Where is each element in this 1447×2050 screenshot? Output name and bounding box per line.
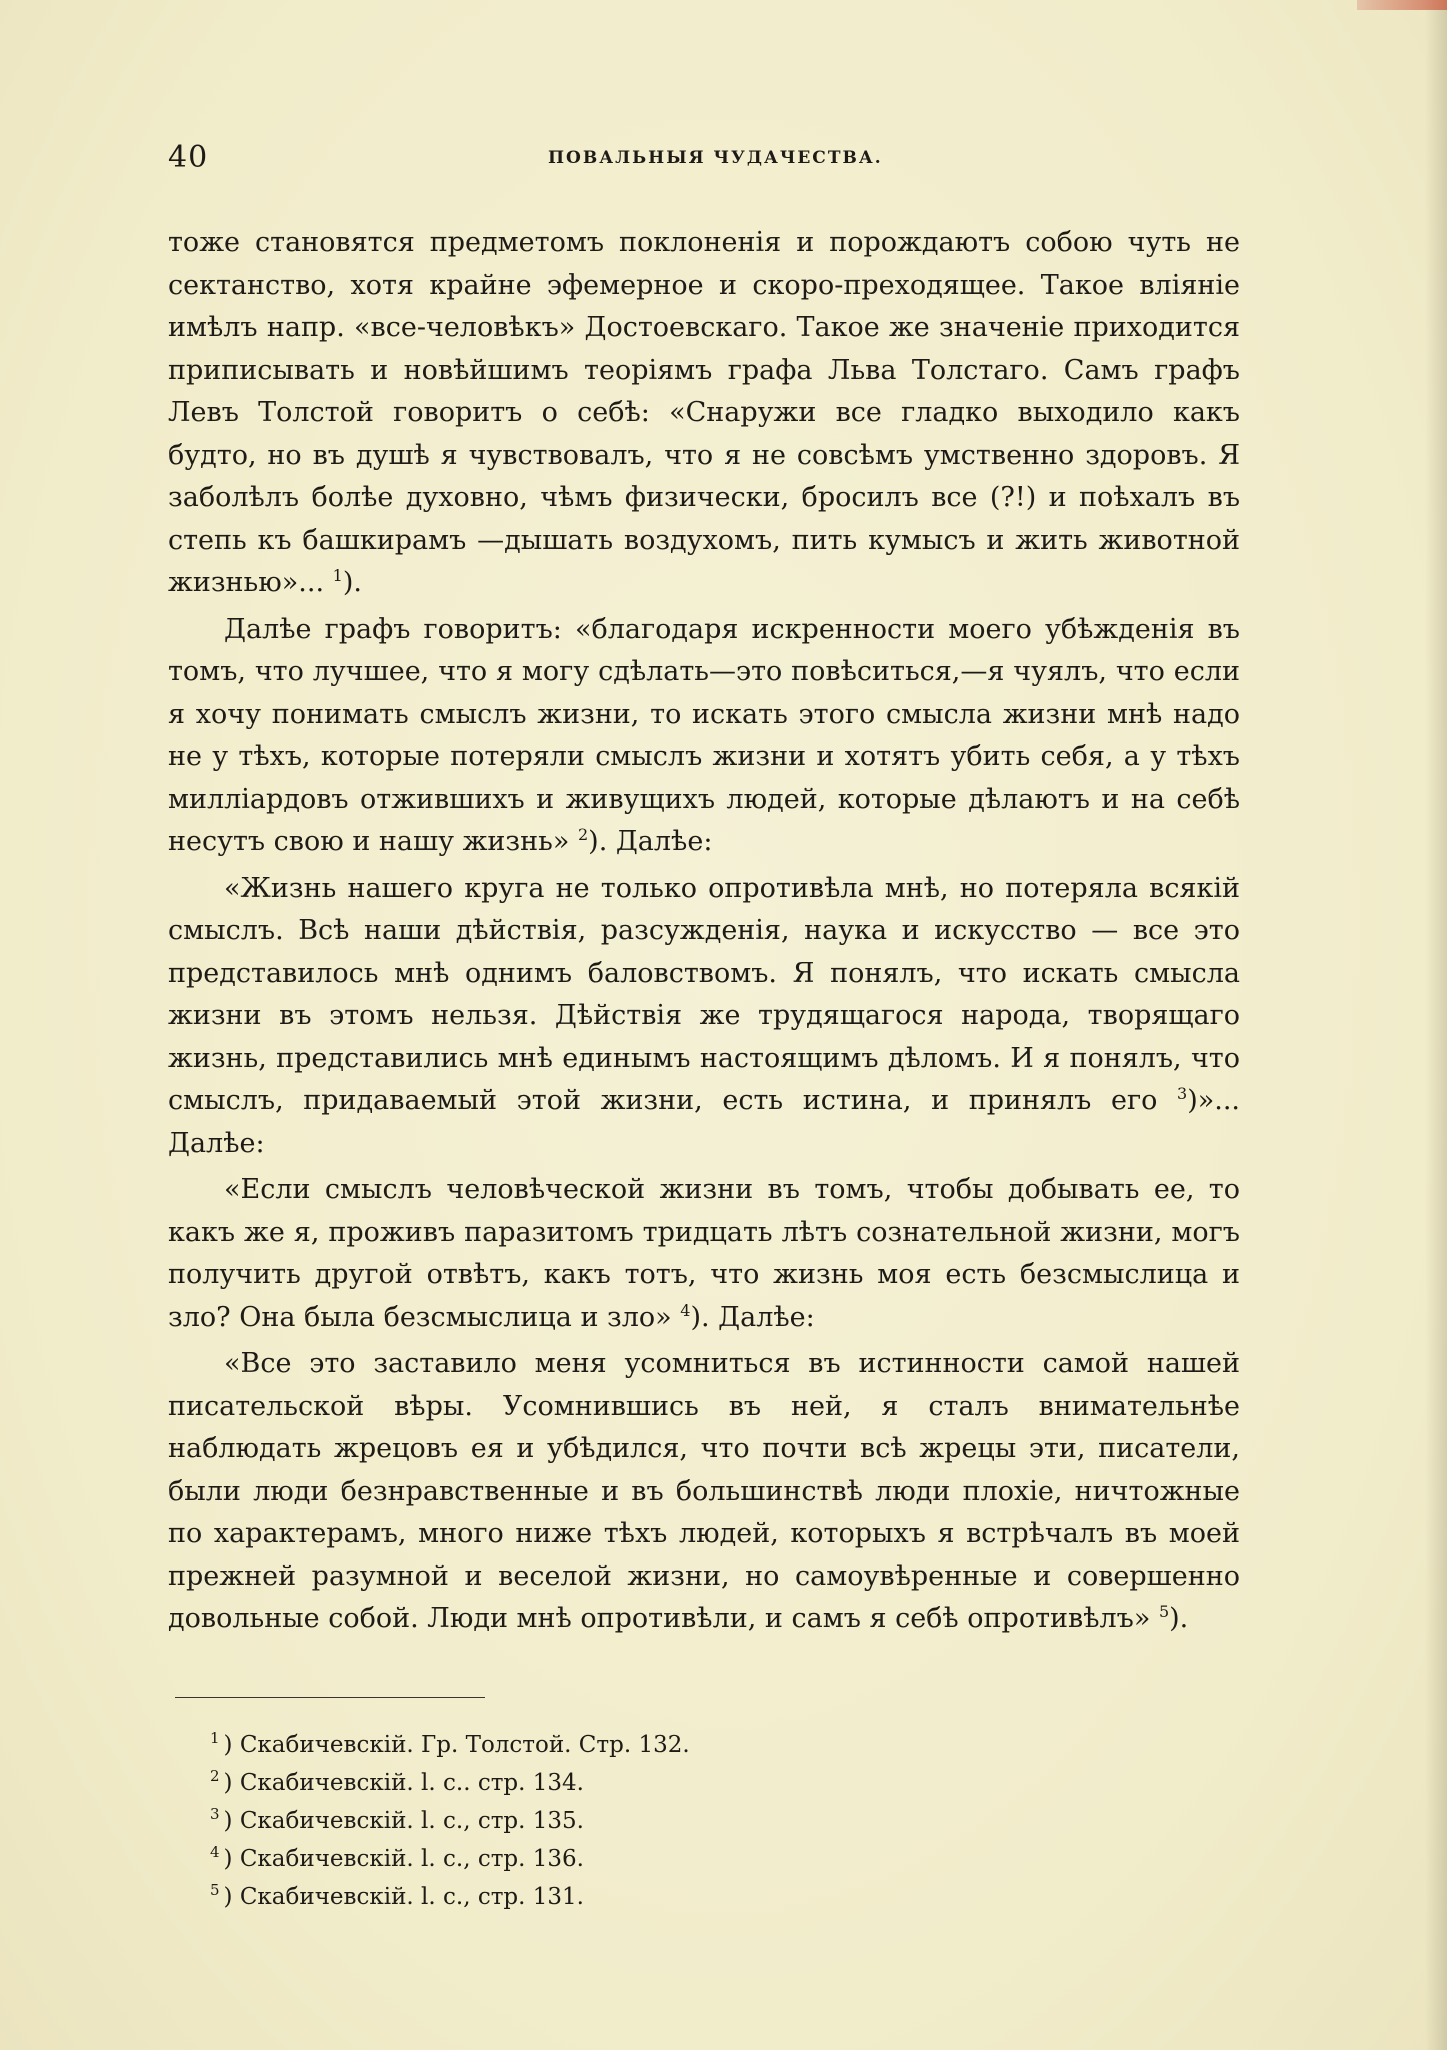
paragraph-tail: ). Далѣе: — [588, 826, 713, 857]
paragraph-text: «Жизнь нашего круга не только опротивѣла мнѣ, но потеряла всякій смыслъ. Всѣ наши дѣйствія, разсужденія, наука и искусство — все это представилось мнѣ однимъ баловствомъ. Я понялъ, что искать смысла жизни въ этомъ нельзя. Дѣйствія же трудящагося народа, творящаго жизнь, представились мнѣ единымъ настоящимъ дѣломъ. И я понялъ, что смыслъ, придаваемый этой жизни, есть истина, и принялъ его — [168, 872, 1240, 1116]
footnote-mark: 5 — [210, 1881, 220, 1900]
footnote-mark: 2 — [210, 1767, 220, 1786]
footnote-1 — [210, 1726, 1110, 1764]
footnote-text: ) Скабичевскій. Гр. Толстой. Стр. 132. — [223, 1732, 690, 1758]
paragraph-tail: )»... Далѣе: — [168, 1085, 1240, 1159]
footnote-4 — [210, 1840, 1110, 1878]
footnote-3 — [210, 1802, 1110, 1840]
footnote-ref: 4 — [680, 1300, 691, 1320]
footnotes — [210, 1726, 1110, 1916]
footnote-text: ) Скабичевскій. l. c.. стр. 134. — [223, 1770, 584, 1796]
footnote-ref: 3 — [1177, 1084, 1188, 1103]
footnote-text: ) Скабичевскій. l. c., стр. 135. — [223, 1808, 584, 1834]
paragraph-text: Далѣе графъ говоритъ: «благодаря искренности моего убѣжденія въ томъ, что лучшее, что я могу сдѣлать—это повѣситься,—я чуялъ, что если я хочу понимать смыслъ жизни, то искать этого смысла жизни мнѣ надо не у тѣхъ, которые потеряли смыслъ жизни и хотятъ убить себя, а у тѣхъ милліардовъ отжившихъ и живущихъ людей, которые дѣлаютъ и на себѣ несутъ свою и нашу жизнь» — [168, 613, 1240, 857]
page-edge-shadow — [1425, 0, 1447, 2050]
page-number: 40 — [168, 140, 209, 175]
paragraph-5 — [168, 1343, 1240, 1641]
footnote-2 — [210, 1764, 1110, 1802]
footnote-text: ) Скабичевскій. l. c., стр. 136. — [223, 1846, 584, 1872]
footnote-ref: 5 — [1158, 1602, 1170, 1621]
footnote-ref: 2 — [577, 825, 589, 844]
top-edge-mark — [1357, 0, 1447, 10]
paragraph-2 — [168, 609, 1240, 864]
page-header — [168, 140, 1240, 184]
paragraph-text: «Все это заставило меня усомниться въ истинности самой нашей писательской вѣры. Усомнившись въ ней, я сталъ внимательнѣе наблюдать жрецовъ ея и убѣдился, что почти всѣ жрецы эти, писатели, были люди безнравственные и въ большинствѣ люди плохіе, ничтожные по характерамъ, много ниже тѣхъ людей, которыхъ я встрѣчалъ въ моей прежней разумной и веселой жизни, но самоувѣренные и совершенно довольные собой. Люди мнѣ опротивѣли, и самъ я себѣ опротивѣлъ» — [168, 1348, 1240, 1634]
body-text — [168, 222, 1240, 1641]
paragraph-tail: ). — [342, 567, 362, 598]
paragraph-3 — [168, 868, 1240, 1166]
paragraph-text: «Если смыслъ человѣческой жизни въ томъ, чтобы добывать ее, то какъ же я, проживъ паразитомъ тридцать лѣтъ сознательной жизни, могъ получить другой отвѣтъ, какъ тотъ, что жизнь моя есть безсмыслица и зло? Она была безсмыслица и зло» — [168, 1174, 1240, 1333]
paragraph-4 — [168, 1169, 1240, 1339]
footnote-mark: 4 — [210, 1843, 220, 1862]
footnote-ref: 1 — [332, 566, 343, 585]
paragraph-tail: ). — [1169, 1603, 1189, 1634]
footnote-mark: 1 — [210, 1729, 220, 1748]
running-title: ПОВАЛЬНЫЯ ЧУДАЧЕСТВА. — [548, 148, 883, 168]
paragraph-tail: ). Далѣе: — [690, 1301, 815, 1333]
footnote-5 — [210, 1878, 1110, 1916]
footnote-divider — [175, 1697, 485, 1698]
paragraph-text: тоже становятся предметомъ поклоненія и порождаютъ собою чуть не сектанство, хотя крайне эфемерное и скоро-преходящее. Такое вліяніе имѣлъ напр. «все-человѣкъ» Достоевскаго. Такое же значеніе приходится приписывать и новѣйшимъ теоріямъ графа Льва Толстаго. Самъ графъ Левъ Толстой говоритъ о себѣ: «Снаружи все гладко выходило какъ будто, но въ душѣ я чувствовалъ, что я не совсѣмъ умственно здоровъ. Я заболѣлъ болѣе духовно, чѣмъ физически, бросилъ все (?!) и поѣхалъ въ степь къ башкирамъ —дышать воздухомъ, пить кумысъ и жить животной жизнью»... — [168, 227, 1240, 598]
footnote-mark: 3 — [210, 1805, 220, 1824]
paragraph-1 — [168, 222, 1240, 605]
footnote-text: ) Скабичевскій. l. c., стр. 131. — [223, 1884, 584, 1910]
